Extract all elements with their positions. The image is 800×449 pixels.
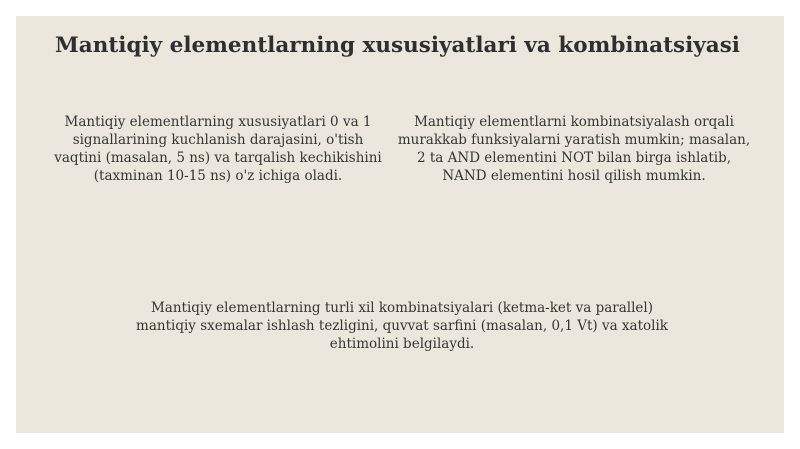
paragraph-combination: Mantiqiy elementlarni kombinatsiyalash orqali murakkab funksiyalarni yaratish mumkin; masalan, 2 ta AND elementini NOT bilan birga ishlatib, NAND elementini hosil qilish mumkin. <box>397 114 751 184</box>
slide-page <box>16 16 784 433</box>
paragraph-properties: Mantiqiy elementlarning xususiyatlari 0 va 1 signallarining kuchlanish darajasini, o'tish vaqtini (masalan, 5 ns) va tarqalish kechikishini (taxminan 10-15 ns) o'z ichiga oladi. <box>54 114 382 184</box>
paragraph-performance: Mantiqiy elementlarning turli xil kombinatsiyalari (ketma-ket va parallel) mantiqiy sxemalar ishlash tezligini, quvvat sarfini (masalan, 0,1 Vt) va xatolik ehtimolini belgilaydi. <box>136 300 668 352</box>
slide-title: Mantiqiy elementlarning xususiyatlari va kombinatsiyasi <box>55 33 740 58</box>
